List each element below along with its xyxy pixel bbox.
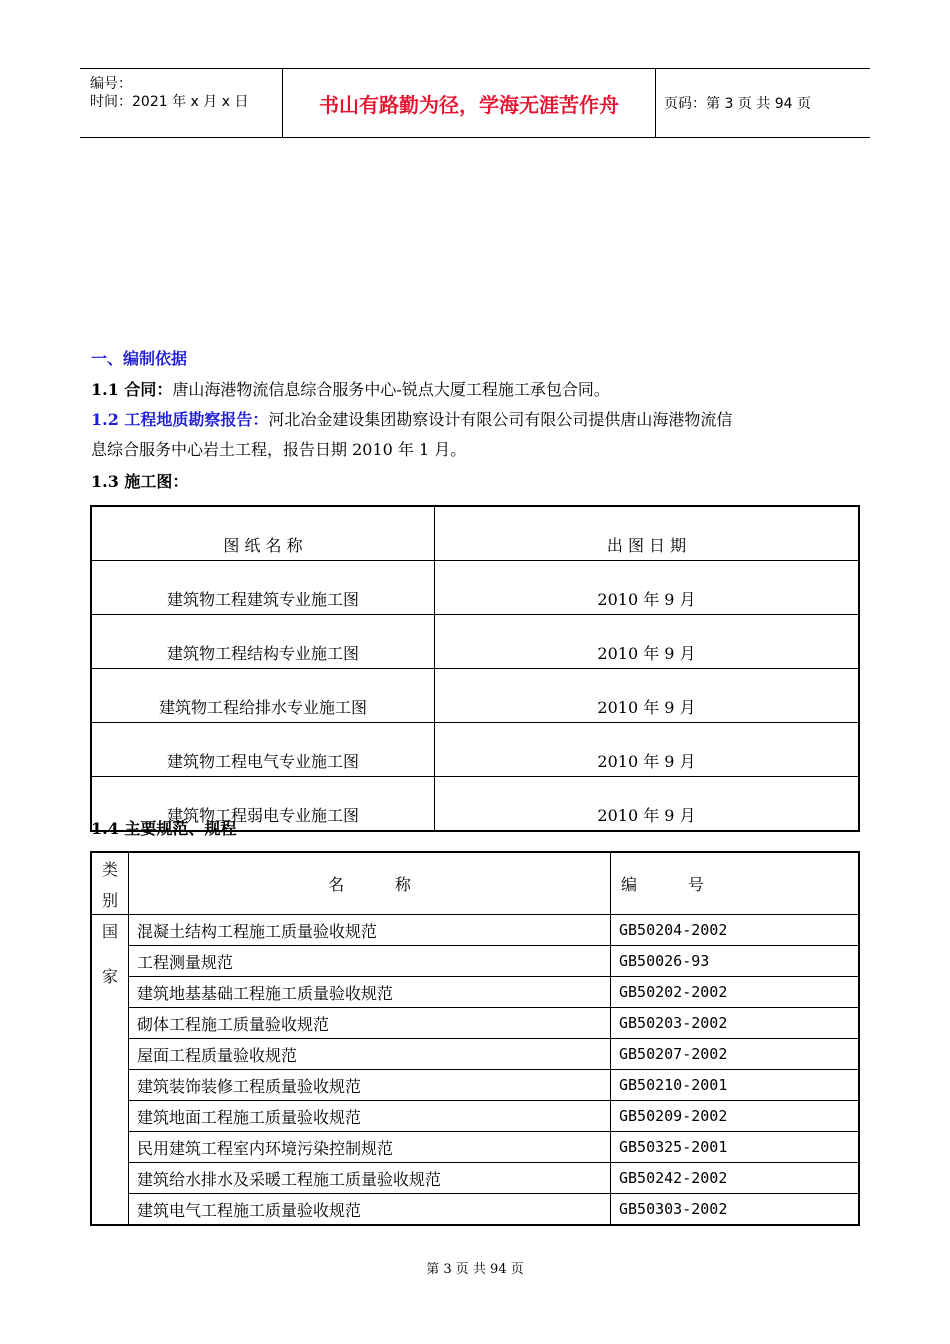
survey-label: 1.2 工程地质勘察报告： [91, 410, 269, 429]
table-row [91, 561, 859, 615]
table-row [91, 915, 859, 946]
table-row [91, 1070, 859, 1101]
standard-name: 砌体工程施工质量验收规范 [129, 1008, 611, 1039]
standard-name: 民用建筑工程室内环境污染控制规范 [129, 1132, 611, 1163]
page-footer: 第 3 页 共 94 页 [426, 1262, 524, 1277]
drawing-name: 建筑物工程电气专业施工图 [91, 723, 435, 777]
column-header-issue-date: 出 图 日 期 [435, 506, 860, 561]
category-header-bottom: 别 [101, 890, 118, 910]
standard-name: 建筑电气工程施工质量验收规范 [129, 1194, 611, 1226]
table-row [91, 1132, 859, 1163]
standard-number: GB50202-2002 [611, 977, 860, 1008]
section-title: 一、编制依据 [91, 349, 188, 368]
standard-name: 建筑给水排水及采暖工程施工质量验收规范 [129, 1163, 611, 1194]
table-row [91, 1101, 859, 1132]
standard-number: GB50203-2002 [611, 1008, 860, 1039]
standard-name: 建筑地基基础工程施工质量验收规范 [129, 977, 611, 1008]
category-cell [91, 915, 129, 1226]
standard-number: GB50210-2001 [611, 1070, 860, 1101]
contract-text: 唐山海港物流信息综合服务中心-锐点大厦工程施工承包合同。 [172, 380, 610, 399]
issue-date: 2010 年 9 月 [435, 669, 860, 723]
drawings-table [90, 505, 860, 832]
column-header-name: 名 称 [129, 852, 611, 915]
standards-table [90, 851, 860, 1226]
table-row [91, 1194, 859, 1226]
standard-name: 混凝土结构工程施工质量验收规范 [129, 915, 611, 946]
standard-name: 建筑地面工程施工质量验收规范 [129, 1101, 611, 1132]
table-row [91, 977, 859, 1008]
drawing-name: 建筑物工程给排水专业施工图 [91, 669, 435, 723]
standard-number: GB50242-2002 [611, 1163, 860, 1194]
standard-number: GB50207-2002 [611, 1039, 860, 1070]
contract-label: 1.1 合同： [91, 380, 173, 399]
table-header-row [91, 852, 859, 915]
standard-number: GB50026-93 [611, 946, 860, 977]
drawing-name: 建筑物工程结构专业施工图 [91, 615, 435, 669]
category-header-top: 类 [101, 859, 118, 879]
table-row [91, 615, 859, 669]
header-motto: 书山有路勤为径，学海无涯苦作舟 [282, 69, 656, 137]
survey-paragraph [91, 407, 732, 430]
table-header-row [91, 506, 859, 561]
document-number-label: 编号： [90, 76, 132, 92]
category-char: 国 [101, 922, 118, 941]
standard-number: GB50209-2002 [611, 1101, 860, 1132]
survey-text-line1: 河北冶金建设集团勘察设计有限公司有限公司提供唐山海港物流信 [268, 410, 733, 429]
standards-label: 1.4 主要规范、规程 [91, 819, 237, 838]
standard-name: 屋面工程质量验收规范 [129, 1039, 611, 1070]
column-header-drawing-name: 图 纸 名 称 [91, 506, 435, 561]
issue-date: 2010 年 9 月 [435, 561, 860, 615]
header-page-code: 页码：第 3 页 共 94 页 [664, 96, 811, 112]
issue-date: 2010 年 9 月 [435, 777, 860, 832]
issue-date: 2010 年 9 月 [435, 615, 860, 669]
standard-name: 工程测量规范 [129, 946, 611, 977]
drawing-name: 建筑物工程弱电专业施工图 [91, 777, 435, 832]
drawings-label: 1.3 施工图： [91, 472, 189, 491]
page-header [80, 68, 870, 138]
table-row [91, 1163, 859, 1194]
standard-number: GB50325-2001 [611, 1132, 860, 1163]
table-row [91, 669, 859, 723]
drawing-name: 建筑物工程建筑专业施工图 [91, 561, 435, 615]
column-header-category [91, 852, 129, 915]
standard-number: GB50204-2002 [611, 915, 860, 946]
issue-date: 2010 年 9 月 [435, 723, 860, 777]
table-row [91, 946, 859, 977]
table-row [91, 1008, 859, 1039]
header-meta [80, 69, 282, 137]
survey-text-line2: 息综合服务中心岩土工程，报告日期 2010 年 1 月。 [91, 440, 467, 459]
contract-paragraph [91, 377, 610, 400]
table-row [91, 723, 859, 777]
standard-name: 建筑装饰装修工程质量验收规范 [129, 1070, 611, 1101]
column-header-number: 编 号 [611, 852, 860, 915]
document-date: 时间：2021 年 x 月 x 日 [90, 94, 249, 110]
table-row [91, 1039, 859, 1070]
category-char: 家 [101, 967, 118, 986]
standard-number: GB50303-2002 [611, 1194, 860, 1226]
